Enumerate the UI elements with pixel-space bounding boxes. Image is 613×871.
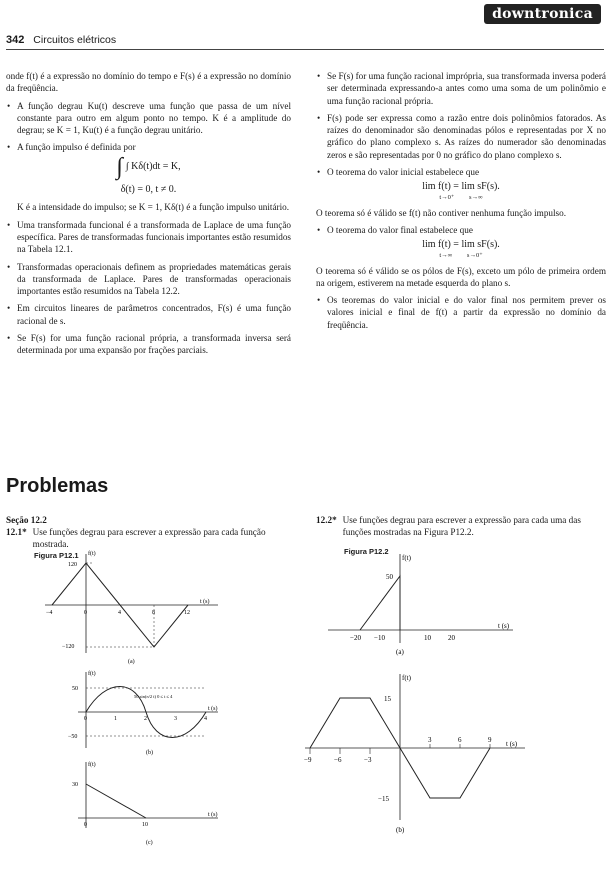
bullet-operational: • Transformadas operacionais definem as propriedades matemáticas gerais da transformada de Laplace. Pares de transformadas operacionais importantes estão resumidos na Tabela 12.2. <box>6 261 291 298</box>
tick-label: 10 <box>424 634 431 642</box>
tick-label: 9 <box>488 736 492 744</box>
caption: (c) <box>146 840 153 846</box>
bullet-partial: • Se F(s) for uma função racional própria, a transformada inversa será determinada por uma expansão por frações parciais. <box>6 332 291 357</box>
problem-number: 12.2* <box>316 515 337 525</box>
caption: (b) <box>146 750 153 756</box>
y-axis-label: f(t) <box>88 551 96 557</box>
tick-label: 3 <box>428 736 432 744</box>
page-number: 342 <box>6 34 25 46</box>
bullet-impulse: • A função impulso é definida por <box>6 141 291 153</box>
final-value-eq: lim f(t) = lim sF(s). t→∞ s→0⁺ <box>422 239 500 259</box>
tick-label: −3 <box>364 756 372 764</box>
x-axis-label: t (s) <box>208 706 218 712</box>
initial-value-eq: lim f(t) = lim sF(s). t→0⁺ s→∞ <box>422 181 500 201</box>
bullet-step: • A função degrau Ku(t) descreve uma função que passa de um nível constante para outro em algum ponto no tempo. K é a amplitude do degrau; se K = 1, Ku(t) é a função degrau unitário. <box>6 100 291 137</box>
tick-label: −10 <box>374 634 385 642</box>
y-max-label: 50 <box>386 573 393 581</box>
tick-label: 4 <box>118 610 121 616</box>
figure-p12-1a <box>40 548 230 666</box>
tick-label: 4 <box>204 716 207 722</box>
right-column <box>316 70 606 336</box>
chapter-title: Circuitos elétricos <box>33 34 117 46</box>
y-min-label: −15 <box>378 795 389 803</box>
tick-label: 3 <box>174 716 177 722</box>
bullet-final: • O teorema do valor final estabelece que <box>316 224 606 236</box>
intro-text: onde f(t) é a expressão no domínio do tempo e F(s) é a expressão no domínio da freqüência. <box>6 71 291 94</box>
bullet-rational: • Em circuitos lineares de parâmetros concentrados, F(s) é uma função racional de s. <box>6 302 291 327</box>
caption: (a) <box>396 648 404 656</box>
figure-p12-1b <box>58 668 228 756</box>
tick-label: 10 <box>142 822 148 828</box>
figure-label: Figura P12.1 <box>34 551 79 560</box>
y-min-label: −120 <box>62 644 75 650</box>
y-axis-label: f(t) <box>88 671 96 677</box>
bullet-poles-zeros: • F(s) pode ser expressa como a razão entre dois polinômios fatorados. As raízes do denominador são denominadas pólos e representadas por X no gráfico do plano complexo s. As raízes do numerador são denominadas zeros e são representadas por 0 no gráfico do plano complexo s. <box>316 112 606 161</box>
figure-label: Figura P12.2 <box>344 547 389 556</box>
y-axis-label: f(t) <box>402 674 411 682</box>
impulse-delta-eq: δ(t) = 0, t ≠ 0. <box>120 184 177 196</box>
y-axis-label: f(t) <box>88 762 96 768</box>
x-axis-label: t (s) <box>506 740 518 748</box>
figure-p12-1c <box>58 758 228 848</box>
tick-label: 20 <box>448 634 455 642</box>
tick-label: 0 <box>84 716 87 722</box>
tick-label: 0 <box>84 822 87 828</box>
tick-label: −4 <box>46 610 53 616</box>
bullet-theorems: • Os teoremas do valor inicial e do valor final nos permitem prever os valores inicial e final de f(t) a partir da expressão no domínio da freqüência. <box>316 294 606 331</box>
y-max-label: 30 <box>72 782 78 788</box>
tick-label: 0 <box>84 610 87 616</box>
problem-text: Use funções degrau para escrever a expressão para cada uma das funções mostradas na Figura P12.2. <box>342 515 581 537</box>
curve-annotation: 50 sin(π/2 t) 0 ≤ t ≤ 4 <box>134 694 173 699</box>
problems-heading: Problemas <box>6 475 109 497</box>
y-min-label: −50 <box>68 734 78 740</box>
tick-label: 2 <box>144 716 147 722</box>
left-column <box>6 70 291 362</box>
impulse-integral-eq: ∫ ∫ Kδ(t)dt = K, <box>116 153 181 180</box>
tick-label: −9 <box>304 756 312 764</box>
figure-p12-2b <box>300 670 540 840</box>
running-header <box>6 34 116 46</box>
caption: (a) <box>128 659 135 665</box>
tick-label: −6 <box>334 756 342 764</box>
problem-text: Use funções degrau para escrever a expressão para cada função mostrada. <box>32 527 266 549</box>
publisher-logo: downtronica <box>484 4 601 24</box>
x-axis-label: t (s) <box>208 812 218 818</box>
y-max-label: 15 <box>384 695 391 703</box>
x-axis-label: t (s) <box>200 599 210 605</box>
initial-tail: O teorema só é válido se f(t) não contiver nenhuma função impulso. <box>316 207 567 218</box>
tick-label: −20 <box>350 634 361 642</box>
x-axis-label: t (s) <box>498 622 510 630</box>
y-max-label: 50 <box>72 686 78 692</box>
bullet-initial: • O teorema do valor inicial estabelece que <box>316 166 606 178</box>
y-axis-label: f(t) <box>402 554 411 562</box>
caption: (b) <box>396 826 405 834</box>
bullet-functional: • Uma transformada funcional é a transformada de Laplace de uma função específica. Pares de transformadas funcionais importantes estão resumidos na Tabela 12.1. <box>6 219 291 256</box>
tick-label: 12 <box>184 610 190 616</box>
section-label: Seção 12.2 <box>6 515 47 525</box>
impulse-tail: K é a intensidade do impulso; se K = 1, Kδ(t) é a função impulso unitário. <box>17 202 290 213</box>
problem-number: 12.1* <box>6 527 27 537</box>
bullet-improper: • Se F(s) for uma função racional imprópria, sua transformada inversa poderá ser determinada expressando-a antes como uma soma de um polinômio e uma função racional própria. <box>316 70 606 107</box>
y-max-label: 120 <box>68 562 77 568</box>
tick-label: 6 <box>458 736 462 744</box>
final-tail: O teorema só é válido se os pólos de F(s), exceto um pólo de primeira ordem na origem, estiverem na metade esquerda do plano s. <box>316 265 606 288</box>
header-rule <box>6 49 604 50</box>
figure-p12-2a <box>318 548 528 670</box>
tick-label: 8 <box>152 610 155 616</box>
tick-label: 1 <box>114 716 117 722</box>
